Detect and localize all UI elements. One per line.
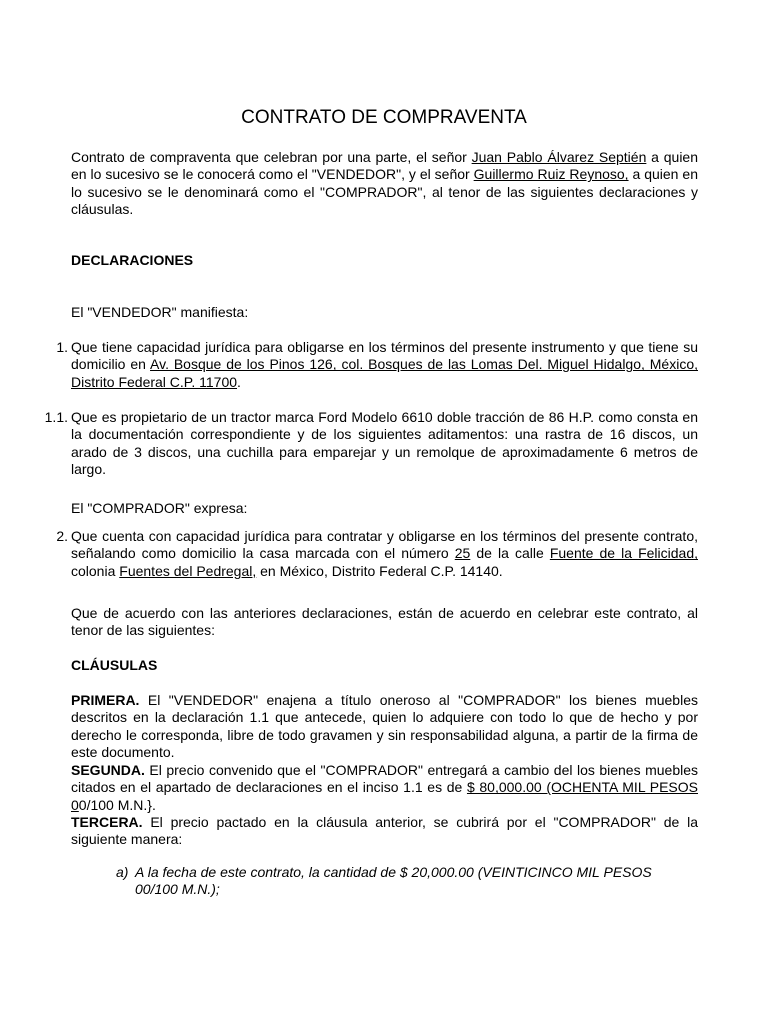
intro-text-2: a quien en lo sucesivo se le conocerá como el "VENDEDOR", y el señor	[71, 149, 699, 183]
declaration-1-number: 1.	[56, 339, 68, 355]
segunda-text-1: El precio convenido que el "COMPRADOR" entregará a cambio del los bienes muebles citados en el apartado de declaraciones en el inciso 1.1 es de	[71, 762, 698, 796]
primera-label: PRIMERA.	[71, 692, 140, 708]
colonia-name: Fuentes del Pedregal,	[119, 562, 257, 579]
segunda-text-2: 0/100 M.N.}.	[78, 796, 156, 813]
agreement-paragraph: Que de acuerdo con las anteriores declaraciones, están de acuerdo en celebrar este contrato, al tenor de las siguientes:	[71, 605, 698, 639]
intro-paragraph	[71, 149, 698, 219]
intro-text-3: a quien en lo sucesivo se le denominará como el "COMPRADOR", al tenor de las siguientes declaraciones y cláusulas.	[71, 166, 698, 218]
comprador-intro: El "COMPRADOR" expresa:	[71, 500, 248, 516]
clausula-segunda	[71, 762, 698, 814]
declaration-1-end: .	[237, 373, 241, 390]
house-number: 25	[454, 545, 471, 562]
declaration-1-1: Que es propietario de un tractor marca Ford Modelo 6610 doble tracción de 86 H.P. como consta en la documentación correspondiente y de los siguientes aditamentos: una rastra de 16 discos, un arado de 3 discos, una cuchilla para emparejar y un remolque de aproximadamente 6 metros de largo.	[71, 409, 698, 478]
tercera-label: TERCERA.	[71, 814, 143, 830]
declaration-1-text: Que tiene capacidad jurídica para obligarse en los términos del presente instrumento y que tiene su domicilio en	[71, 339, 698, 373]
clausulas-heading: CLÁUSULAS	[71, 657, 158, 673]
intro-text-1: Contrato de compraventa que celebran por una parte, el señor	[71, 149, 472, 165]
item-a-text: A la fecha de este contrato, la cantidad de $ 20,000.00 (VEINTICINCO MIL PESOS 00/100 M.N.);	[135, 864, 652, 898]
declaraciones-heading: DECLARACIONES	[71, 252, 194, 268]
declaration-2-text-2: de la calle	[470, 545, 550, 562]
declaration-2	[71, 528, 698, 580]
primera-text: El "VENDEDOR" enajena a título oneroso al "COMPRADOR" los bienes muebles descritos en la declaración 1.1 que antecede, quien lo adquiere con todo lo que de hecho y por derecho le corresponda, libre de todo gravamen y sin responsabilidad alguna, a partir de la firma de este documento.	[71, 692, 698, 761]
declaration-2-number: 2.	[56, 528, 68, 544]
vendedor-name: Juan Pablo Álvarez Septién	[471, 149, 647, 165]
clausula-primera	[71, 692, 698, 762]
vendedor-intro: El "VENDEDOR" manifiesta:	[71, 304, 249, 320]
vendedor-address: Av. Bosque de los Pinos 126, col. Bosques de las Lomas Del. Miguel Hidalgo, México, Distrito Federal C.P. 11700	[71, 356, 698, 390]
segunda-label: SEGUNDA.	[71, 762, 145, 778]
tercera-text: El precio pactado en la cláusula anterior, se cubrirá por el "COMPRADOR" de la siguiente manera:	[71, 814, 698, 848]
street-name: Fuente de la Felicidad,	[549, 545, 698, 562]
comprador-name: Guillermo Ruiz Reynoso,	[473, 166, 629, 183]
declaration-2-text-1: Que cuenta con capacidad jurídica para contratar y obligarse en los términos del presente contrato, señalando como domicilio la casa marcada con el número	[71, 528, 698, 562]
page-title: CONTRATO DE COMPRAVENTA	[241, 107, 527, 128]
declaration-2-text-3: colonia	[71, 562, 120, 579]
payment-item-a	[116, 864, 698, 899]
declaration-1	[71, 339, 698, 391]
price-amount: $ 80,000.00 (OCHENTA MIL PESOS 0	[71, 779, 698, 813]
item-a-label: a)	[116, 864, 129, 880]
declaration-2-text-4: en México, Distrito Federal C.P. 14140.	[256, 562, 503, 579]
declaration-1-1-number: 1.1.	[44, 409, 68, 425]
clausula-tercera	[71, 814, 698, 849]
